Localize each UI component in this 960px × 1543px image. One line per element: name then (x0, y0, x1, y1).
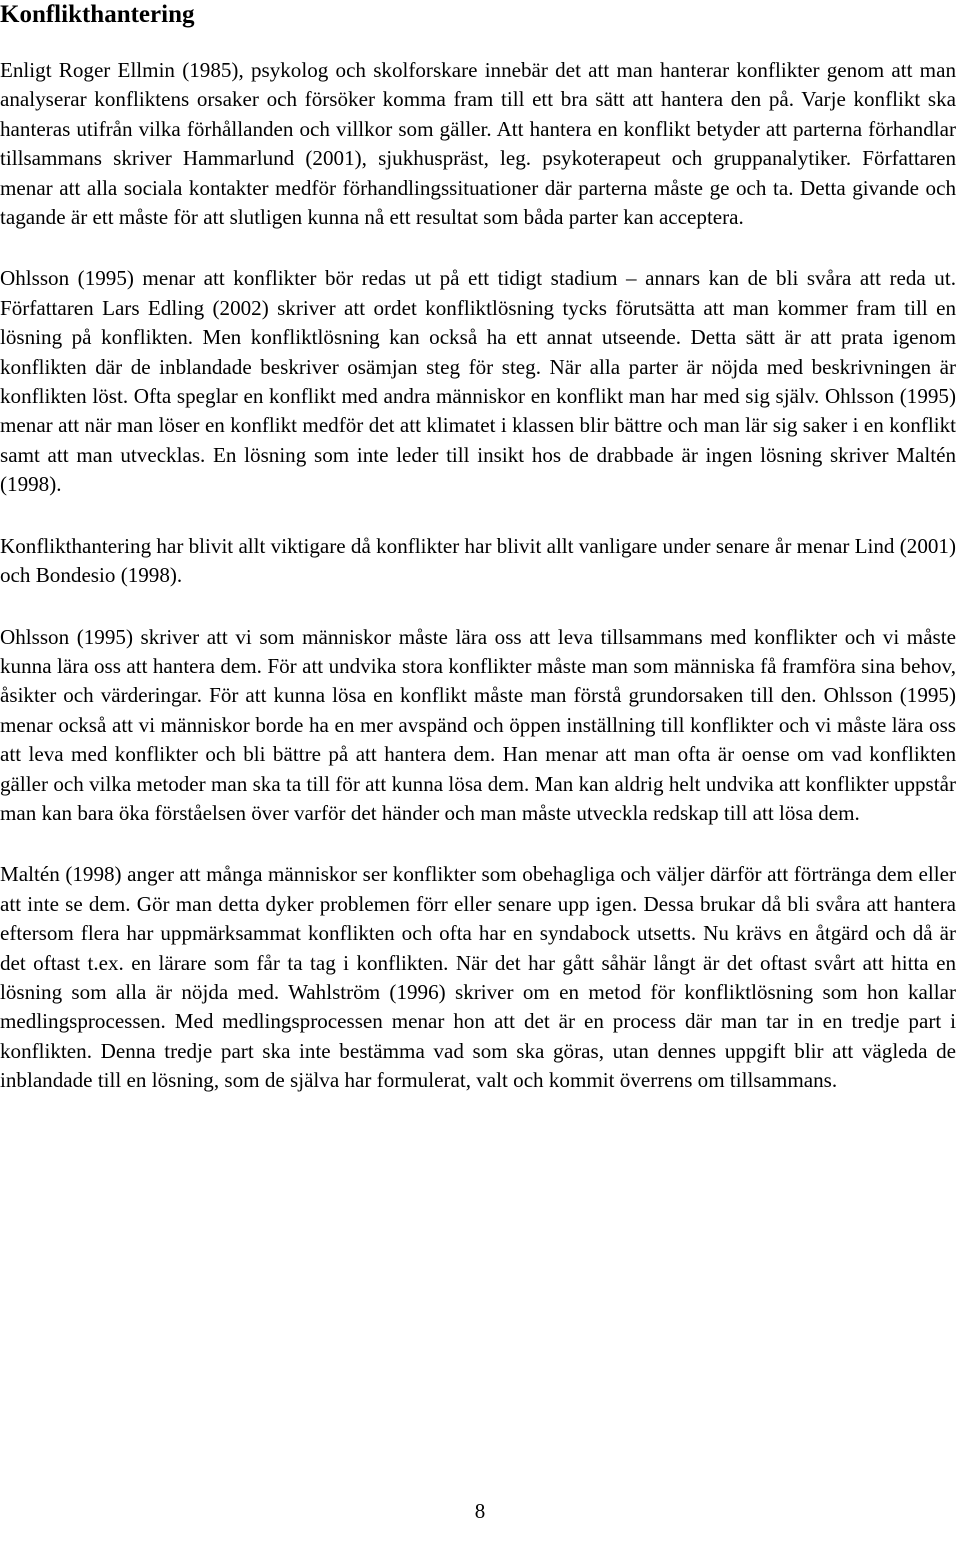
body-text (0, 56, 956, 1128)
paragraph: Konflikthantering har blivit allt viktigare då konflikter har blivit allt vanligare under senare år menar Lind (2001) och Bondesio (1998). (0, 533, 956, 588)
paragraph: Enligt Roger Ellmin (1985), psykolog och skolforskare innebär det att man hanterar konflikter genom att man analyserar konfliktens orsaker och försöker komma fram till ett bra sätt att hantera den på. Varje konflikt ska hanteras utifrån vilka förhållanden och villkor som gäller. Att hantera en konflikt betyder att parterna förhandlar tillsammans skriver Hammarlund (2001), sjukhuspräst, leg. psykoterapeut och gruppanalytiker. Författaren menar att alla sociala kontakter medför förhandlingssituationer där parterna måste ge och ta. Detta givande och tagande är ett måste för att slutligen kunna nå ett resultat som båda parter kan acceptera. (0, 58, 956, 230)
section-heading: Konflikthantering (0, 1, 195, 28)
paragraph: Maltén (1998) anger att många människor ser konflikter som obehagliga och väljer därför att förtränga dem eller att inte se dem. Gör man detta dyker problemen förr eller senare upp igen. Dessa brukar då bli svåra att hantera eftersom flera har uppmärksammat konflikten och ofta har en syndabock utsetts. Nu krävs en åtgärd och då är det oftast t.ex. en lärare som får ta tag i konflikten. När det har gått såhär långt är det oftast svårt att hitta en lösning som alla är nöjda med. Wahlström (1996) skriver om en metod för konfliktlösning som hon kallar medlingsprocessen. Med medlingsprocessen menar hon att det är en process där man tar in en tredje part i konflikten. Denna tredje part ska inte bestämma vad som ska göras, utan dennes uppgift blir att vägleda de inblandade till en lösning, som de själva har formulerat, valt och kommit överrens om tillsammans. (0, 862, 956, 1093)
paragraph: Ohlsson (1995) skriver att vi som människor måste lära oss att leva tillsammans med konflikter och vi måste kunna lära oss att hantera dem. För att undvika stora konflikter måste man som människa få framföra sina behov, åsikter och värderingar. För att kunna lösa en konflikt måste man förstå grundorsaken till den. Ohlsson (1995) menar också att vi människor borde ha en mer avspänd och öppen inställning till konflikter och vi måste lära oss att leva med konflikter och bli bättre på att hantera dem. Han menar att man ofta är oense om vad konflikten gäller och vilka metoder man ska ta till för att kunna lösa dem. Man kan aldrig helt undvika att konflikter uppstår man kan bara öka förståelsen över varför det händer och man måste utveckla redskap till att lösa dem. (0, 624, 956, 825)
paragraph: Ohlsson (1995) menar att konflikter bör redas ut på ett tidigt stadium – annars kan de bli svåra att reda ut. Författaren Lars Edling (2002) skriver att ordet konfliktlösning tycks förutsätta att man kommer fram till en lösning på konflikten. Men konfliktlösning kan också ha ett annat utseende. Detta sätt är att prata igenom konflikten där de inblandade beskriver osämjan steg för steg. När alla parter är nöjda med beskrivningen är konflikten löst. Ofta speglar en konflikt med andra människor en konflikt man har med sig själv. Ohlsson (1995) menar att när man löser en konflikt medför det att klimatet i klassen blir bättre och man lär sig saker i en konflikt samt att man utvecklas. En lösning som inte leder till insikt hos de drabbade är ingen lösning skriver Maltén (1998). (0, 266, 956, 497)
page-number: 8 (474, 1499, 486, 1523)
